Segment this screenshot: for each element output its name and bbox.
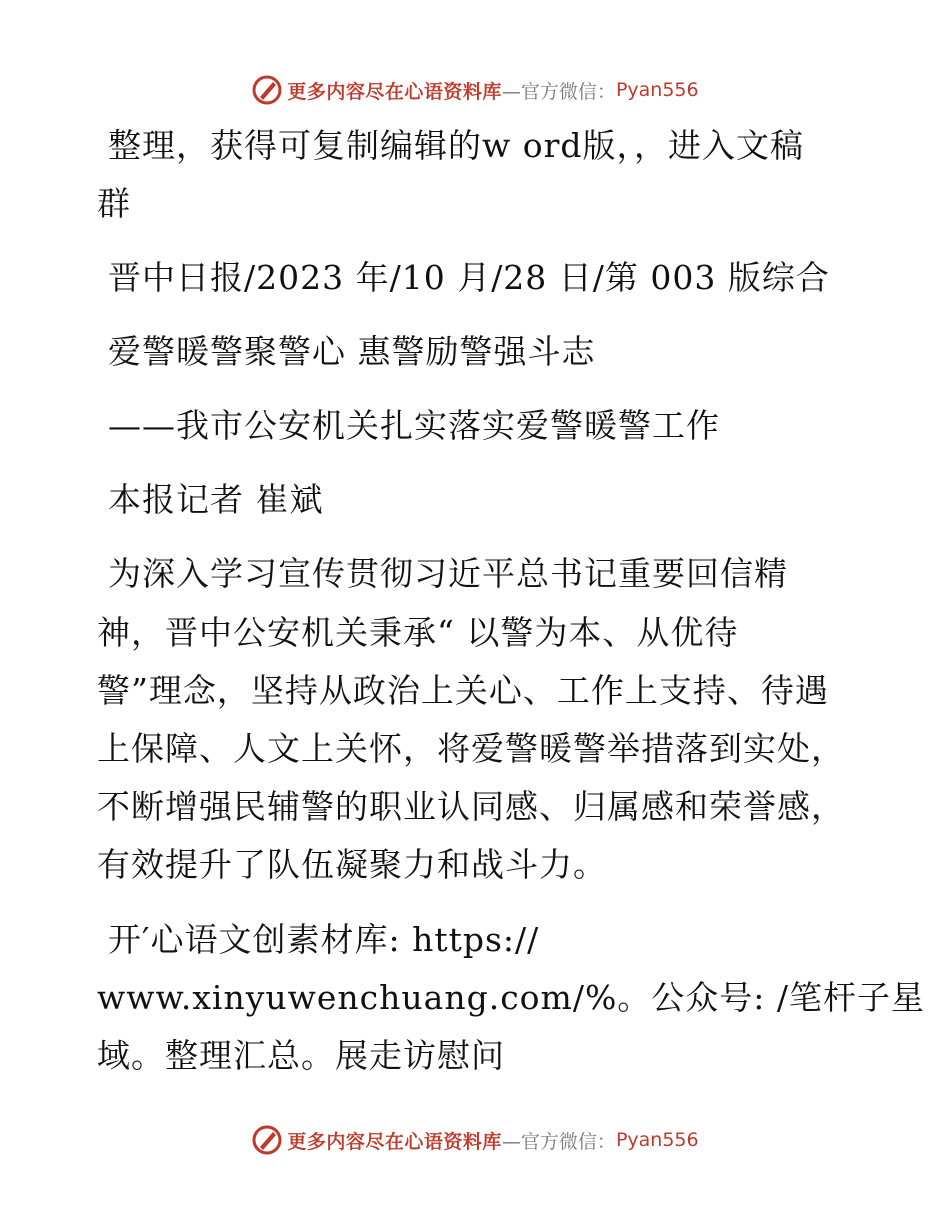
banner-title: 更多内容尽在心语资料库 (287, 80, 502, 103)
banner-title: 更多内容尽在心语资料库 (287, 1130, 502, 1153)
banner-separator: —官方微信： (501, 1130, 616, 1153)
byline: 本报记者 崔斌 (108, 480, 324, 519)
paragraph-line: 开′心语文创素材库: https:// (108, 920, 540, 959)
dateline: 晋中日报/2023 年/10 月/28 日/第 003 版综合 (108, 258, 830, 297)
article-title: 爱警暖警聚警心 惠警励警强斗志 (108, 332, 596, 371)
paragraph-line: www.xinyuwenchuang.com/%。公众号: /笔杆子星 (97, 978, 926, 1017)
doc-line: 整理，获得可复制编辑的w ord版，，进入文稿 (108, 126, 805, 165)
article-subtitle: ——我市公安机关扎实落实爱警暖警工作 (108, 406, 720, 445)
paragraph-line: 域。整理汇总。展走访慰问 (97, 1036, 505, 1075)
banner-wechat-id: Pyan556 (615, 1129, 699, 1151)
paragraph-line: 神，晋中公安机关秉承“ 以警为本、从优待 (97, 613, 739, 652)
banner-separator: —官方微信： (501, 80, 616, 103)
paragraph-line: 警”理念，坚持从政治上关心、工作上支持、待遇 (97, 671, 829, 710)
footer-banner (0, 1120, 950, 1160)
doc-line: 群 (97, 184, 131, 223)
paragraph-line: 上保障、人文上关怀，将爱警暖警举措落到实处， (97, 729, 845, 768)
paragraph-line: 有效提升了队伍凝聚力和战斗力。 (97, 845, 607, 884)
pen-logo-icon (251, 1124, 283, 1156)
paragraph-line: 为深入学习宣传贯彻习近平总书记重要回信精 (108, 554, 788, 593)
paragraph-line: 不断增强民辅警的职业认同感、归属感和荣誉感， (97, 787, 845, 826)
banner-wechat-id: Pyan556 (615, 79, 699, 101)
